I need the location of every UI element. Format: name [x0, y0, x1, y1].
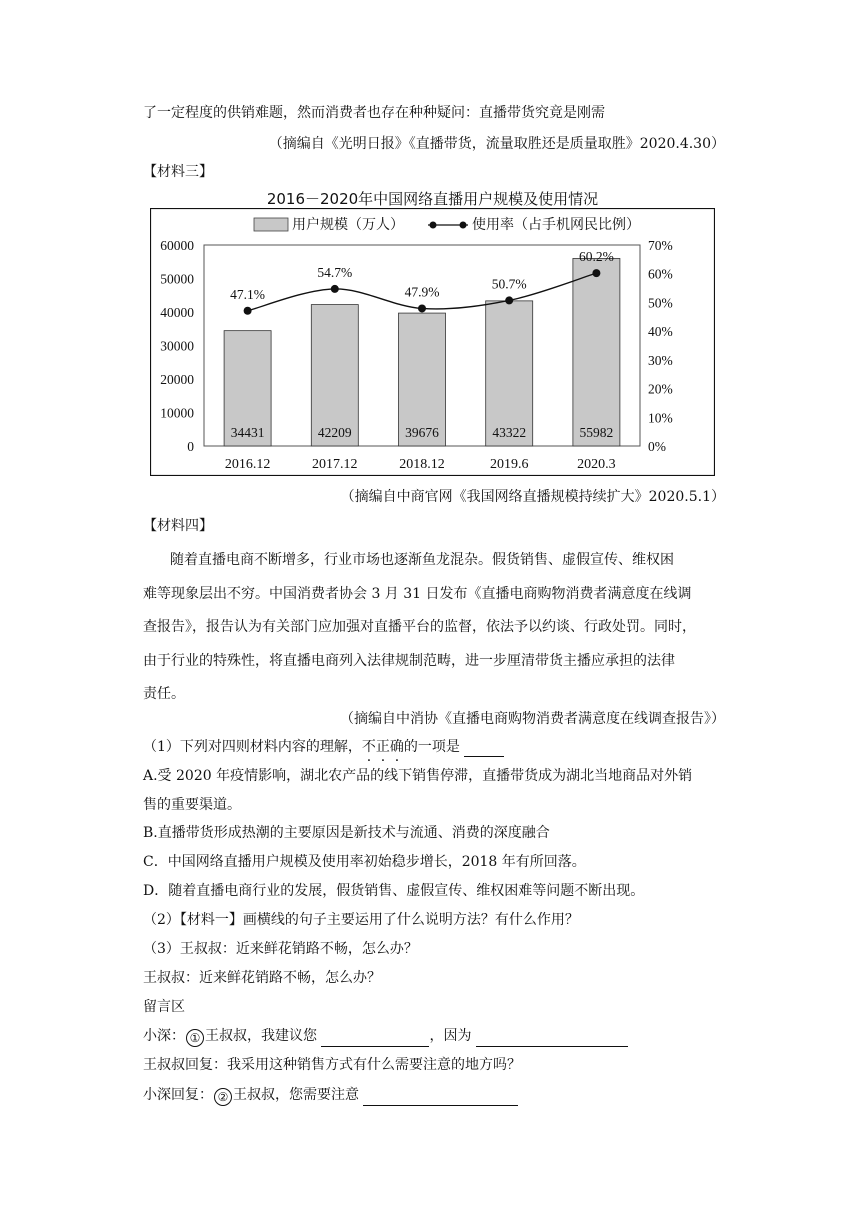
- y-right-tick-label: 20%: [648, 381, 673, 397]
- x-tick-label: 2018.12: [399, 457, 445, 472]
- legend-line-marker: [460, 222, 467, 229]
- line-point: [331, 285, 339, 293]
- line-value-label: 47.1%: [230, 286, 266, 302]
- paragraph-line: 随着直播电商不断增多，行业市场也逐渐鱼龙混杂。假货销售、虚假宣传、维权困: [170, 552, 674, 568]
- legend-line-label: 使用率（占手机网民比例）: [472, 217, 640, 233]
- y-left-tick-label: 40000: [160, 305, 194, 320]
- paragraph-line: 难等现象层出不穷。中国消费者协会 3 月 31 日发布《直播电商购物消费者满意度在线调: [143, 586, 692, 602]
- message-board-label: 留言区: [143, 999, 185, 1015]
- line-point: [592, 269, 600, 277]
- intro-line: 了一定程度的供销难题，然而消费者也存在种种疑问：直播带货究竟是刚需: [143, 105, 605, 121]
- line-value-label: 47.9%: [404, 284, 440, 300]
- y-right-tick-label: 60%: [648, 266, 673, 282]
- y-left-tick-label: 20000: [160, 372, 194, 387]
- source-material-3: （摘编自中商官网《我国网络直播规模持续扩大》2020.5.1）: [340, 489, 725, 505]
- line-value-label: 60.2%: [578, 249, 614, 265]
- source-material-4: （摘编自中消协《直播电商购物消费者满意度在线调查报告》）: [340, 711, 725, 727]
- y-left-tick-label: 30000: [160, 338, 194, 354]
- x-tick-label: 2019.6: [489, 457, 529, 472]
- x-tick-label: 2016.12: [224, 457, 271, 472]
- bar-value-label: 42209: [317, 425, 352, 440]
- bar-value-label: 34431: [230, 425, 265, 440]
- line-value-label: 50.7%: [491, 276, 527, 292]
- x-tick-label: 2020.3: [577, 457, 616, 472]
- chart-title: 2016－2020年中国网络直播用户规模及使用情况: [266, 190, 599, 208]
- suggestion-blank[interactable]: [321, 1030, 429, 1047]
- y-right-tick-label: 40%: [648, 324, 673, 340]
- legend-bar-label: 用户规模（万人）: [292, 217, 404, 233]
- line-point: [505, 296, 513, 304]
- legend-bar-swatch: [254, 218, 288, 231]
- answer-blank[interactable]: [464, 740, 504, 757]
- line-point: [244, 307, 252, 315]
- y-left-tick-label: 10000: [160, 405, 194, 421]
- bar-value-label: 43322: [492, 425, 527, 440]
- option-a-cont: 售的重要渠道。: [143, 797, 241, 813]
- source-material-2: （摘编自《光明日报》《直播带货，流量取胜还是质量取胜》2020.4.30）: [268, 136, 725, 152]
- legend-line-marker: [430, 222, 437, 229]
- y-right-tick-label: 30%: [648, 352, 673, 368]
- y-left-tick-label: 50000: [160, 271, 194, 287]
- paragraph-line: 责任。: [143, 686, 185, 702]
- reason-blank[interactable]: [476, 1030, 628, 1047]
- reply-2: 小深回复： ② 王叔叔，您需要注意: [143, 1085, 518, 1106]
- y-left-tick-label: 0: [187, 439, 194, 454]
- bar-value-label: 39676: [405, 425, 439, 440]
- question-1: （1）下列对四则材料内容的理解，不正确的一项是: [143, 737, 504, 757]
- y-right-tick-label: 50%: [648, 295, 673, 311]
- option-d[interactable]: D．随着直播电商行业的发展，假货销售、虚假宣传、维权困难等问题不断出现。: [143, 883, 645, 899]
- option-c[interactable]: C．中国网络直播用户规模及使用率初始稳步增长，2018 年有所回落。: [143, 854, 586, 870]
- y-right-tick-label: 70%: [648, 238, 673, 253]
- paragraph-line: 查报告》，报告认为有关部门应加强对直播平台的监督，依法予以约谈、行政处罚。同时，: [143, 619, 696, 635]
- question-2: （2）【材料一】画横线的句子主要运用了什么说明方法？有什么作用？: [143, 912, 579, 928]
- chart: [150, 208, 715, 476]
- y-right-tick-label: 10%: [648, 410, 673, 426]
- question-3: （3）王叔叔：近来鲜花销路不畅，怎么办？: [143, 941, 418, 957]
- line-point: [418, 304, 426, 312]
- material-3-heading: 【材料三】: [143, 164, 213, 180]
- option-a[interactable]: A.受 2020 年疫情影响，湖北农产品的线下销售停滞，直播带货成为湖北当地商品对外销: [143, 768, 693, 784]
- y-right-tick-label: 0%: [648, 439, 666, 454]
- y-left-tick-label: 60000: [160, 238, 194, 253]
- bar: [573, 258, 620, 446]
- option-b[interactable]: B.直播带货形成热潮的主要原因是新技术与流通、消费的深度融合: [143, 825, 550, 841]
- caution-blank[interactable]: [363, 1089, 518, 1106]
- question-3-repeat: 王叔叔：近来鲜花销路不畅，怎么办？: [143, 970, 381, 986]
- paragraph-line: 由于行业的特殊性，将直播电商列入法律规制范畴，进一步厘清带货主播应承担的法律: [143, 653, 675, 669]
- line-value-label: 54.7%: [317, 264, 353, 280]
- reply-1: 小深： ① 王叔叔，我建议您 ，因为: [143, 1026, 628, 1047]
- x-tick-label: 2017.12: [312, 457, 358, 472]
- bar-value-label: 55982: [579, 425, 614, 440]
- uncle-reply: 王叔叔回复：我采用这种销售方式有什么需要注意的地方吗？: [143, 1057, 521, 1073]
- material-4-heading: 【材料四】: [143, 518, 213, 534]
